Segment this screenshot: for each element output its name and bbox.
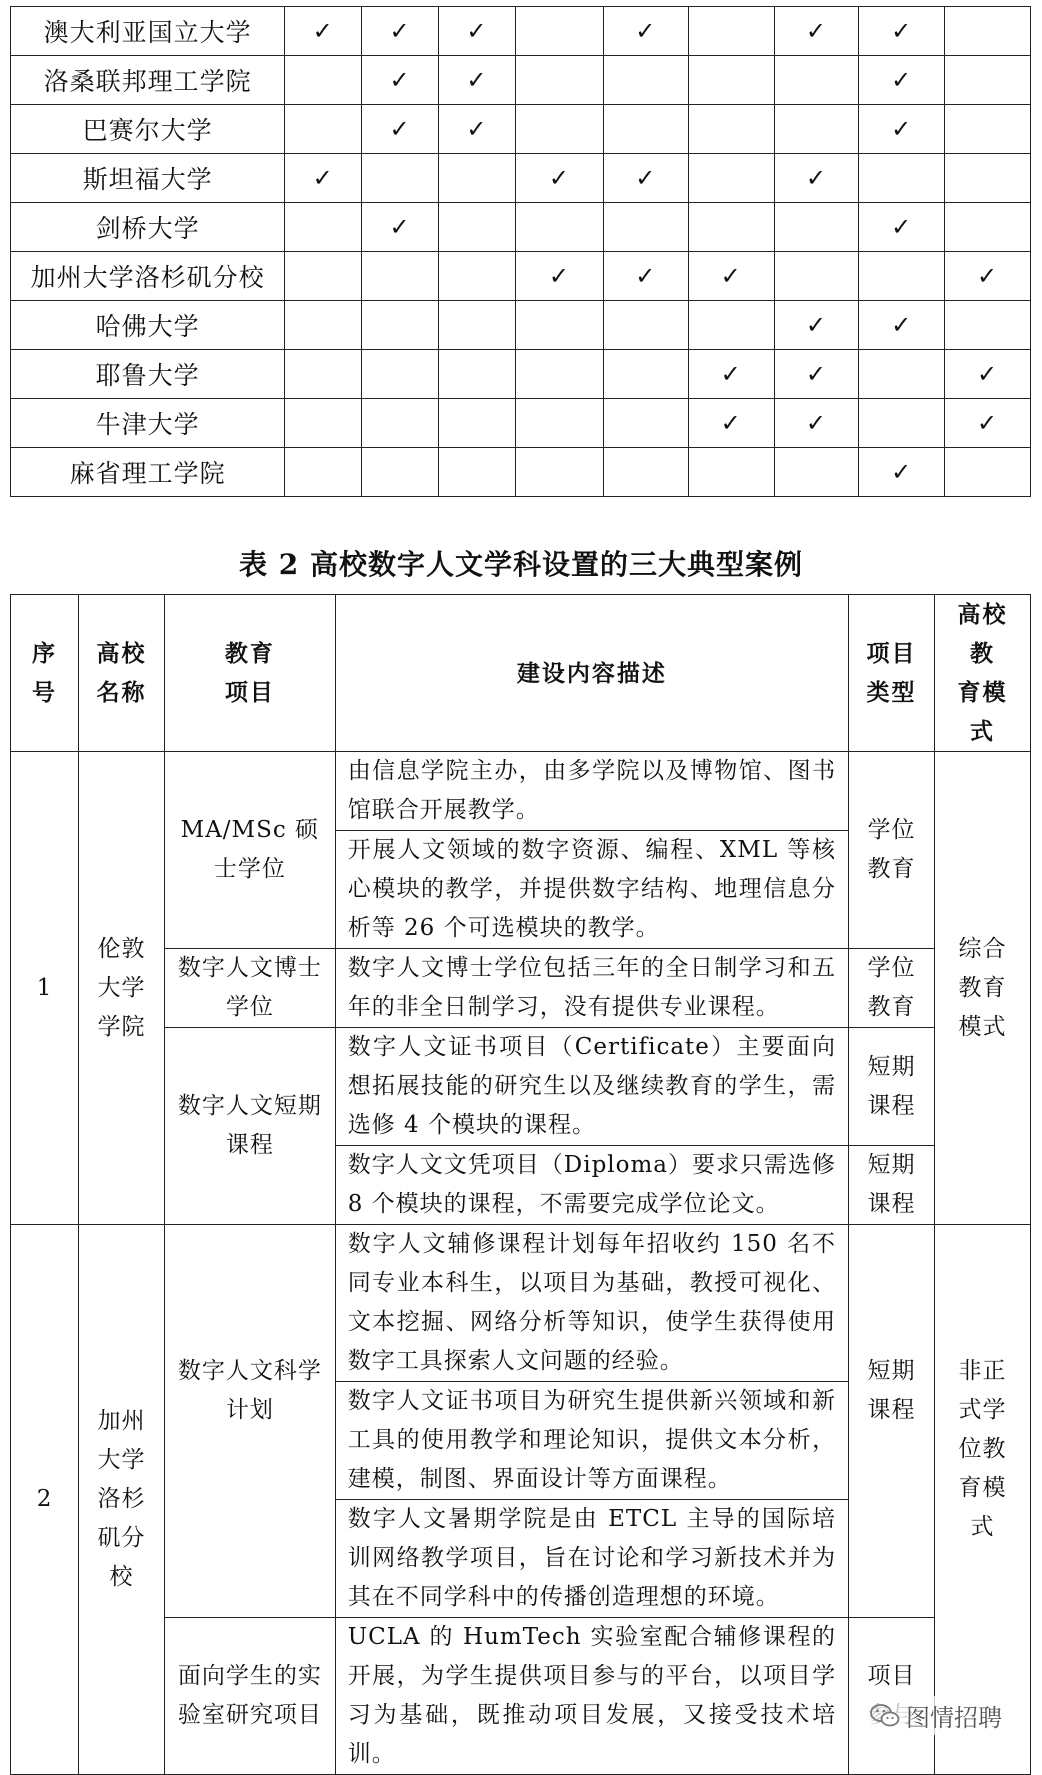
program-name-line: 学位 [225, 994, 274, 1020]
empty-cell [515, 301, 603, 350]
university-name: 麻省理工学院 [11, 448, 285, 497]
empty-cell [439, 252, 516, 301]
case1-desc-1: 由信息学院主办，由多学院以及博物馆、图书馆联合开展教学。 [335, 752, 848, 831]
table-row [11, 350, 1031, 399]
case1-desc-5: 数字人文文凭项目（Diploma）要求只需选修 8 个模块的课程，不需要完成学位论文。 [335, 1146, 848, 1225]
table-caption: 表 2 高校数字人文学科设置的三大典型案例 [239, 548, 803, 581]
case1-type-phd [849, 949, 935, 1028]
program-name-line: 数字人文博士 [177, 955, 322, 981]
check-mark-cell: ✓ [688, 252, 774, 301]
header-seq [11, 595, 79, 752]
table-row [11, 448, 1031, 497]
header-school [79, 595, 165, 752]
case2-desc-4: UCLA 的 HumTech 实验室配合辅修课程的开展，为学生提供项目参与的平台，以项目学习为基础，既推动项目发展，又接受技术培训。 [335, 1618, 848, 1775]
empty-cell [285, 301, 362, 350]
header-type-line: 类型 [866, 679, 917, 706]
university-name: 剑桥大学 [11, 203, 285, 252]
empty-cell [945, 154, 1031, 203]
empty-cell [439, 301, 516, 350]
case1-school-line: 大学 [97, 974, 146, 1001]
empty-cell [362, 252, 439, 301]
university-name: 哈佛大学 [11, 301, 285, 350]
empty-cell [604, 448, 689, 497]
mode-line: 式学 [958, 1397, 1007, 1423]
header-desc: 建设内容描述 [335, 595, 848, 752]
university-name: 洛桑联邦理工学院 [11, 56, 285, 105]
empty-cell [285, 448, 362, 497]
case2-program-science [164, 1225, 335, 1618]
empty-cell [285, 252, 362, 301]
check-mark-cell: ✓ [439, 56, 516, 105]
table-row [11, 1028, 1031, 1146]
empty-cell [859, 252, 945, 301]
case1-program-phd [164, 949, 335, 1028]
empty-cell [774, 448, 859, 497]
header-program-line: 教育 [224, 640, 275, 667]
empty-cell [439, 203, 516, 252]
program-name-line: 面向学生的实 [177, 1663, 322, 1689]
case2-school-line: 校 [109, 1564, 134, 1590]
check-mark-cell: ✓ [859, 301, 945, 350]
program-name-line: 计划 [225, 1397, 274, 1423]
header-type-line: 项目 [866, 640, 917, 667]
empty-cell [688, 301, 774, 350]
mode-line: 教育 [958, 974, 1007, 1001]
check-mark-cell: ✓ [439, 7, 516, 56]
empty-cell [774, 252, 859, 301]
empty-cell [604, 203, 689, 252]
university-name: 斯坦福大学 [11, 154, 285, 203]
watermark-text: 图情招聘 [906, 1704, 1002, 1732]
type-line: 学位 [867, 817, 916, 843]
empty-cell [945, 105, 1031, 154]
empty-cell [604, 301, 689, 350]
header-program-line: 项目 [224, 679, 275, 706]
empty-cell [688, 203, 774, 252]
case2-school-line: 加州 [97, 1408, 146, 1434]
university-name: 耶鲁大学 [11, 350, 285, 399]
university-name: 牛津大学 [11, 399, 285, 448]
empty-cell [439, 154, 516, 203]
case2-mode [934, 1225, 1030, 1775]
table-row [11, 203, 1031, 252]
case1-program-master [164, 752, 335, 949]
empty-cell [515, 203, 603, 252]
type-line: 课程 [867, 1397, 916, 1423]
empty-cell [604, 350, 689, 399]
empty-cell [945, 301, 1031, 350]
table-row [11, 399, 1031, 448]
table-row [11, 7, 1031, 56]
empty-cell [439, 399, 516, 448]
check-mark-cell: ✓ [859, 105, 945, 154]
check-mark-cell: ✓ [285, 154, 362, 203]
type-line: 教育 [867, 994, 916, 1020]
check-mark-cell: ✓ [774, 350, 859, 399]
empty-cell [515, 7, 603, 56]
empty-cell [774, 105, 859, 154]
empty-cell [859, 350, 945, 399]
check-mark-cell: ✓ [945, 350, 1031, 399]
program-name-line: 数字人文短期 [177, 1093, 322, 1119]
type-line: 课程 [867, 1092, 916, 1119]
empty-cell [439, 448, 516, 497]
university-name: 加州大学洛杉矶分校 [11, 252, 285, 301]
check-mark-cell: ✓ [859, 448, 945, 497]
table-row [11, 752, 1031, 831]
university-checklist-table [10, 6, 1031, 497]
case2-desc-1: 数字人文辅修课程计划每年招收约 150 名不同专业本科生，以项目为基础，教授可视化、文本挖掘、网络分析等知识，使学生获得使用数字工具探索人文问题的经验。 [335, 1225, 848, 1382]
check-mark-cell: ✓ [688, 350, 774, 399]
check-mark-cell: ✓ [774, 399, 859, 448]
empty-cell [362, 301, 439, 350]
empty-cell [285, 399, 362, 448]
table-row [11, 1225, 1031, 1382]
mode-line: 育模 [958, 1475, 1007, 1501]
mode-line: 模式 [958, 1013, 1007, 1040]
case2-seq: 2 [11, 1225, 79, 1775]
case2-program-lab [164, 1618, 335, 1775]
empty-cell [362, 350, 439, 399]
mode-line: 位教 [958, 1436, 1007, 1462]
case1-seq: 1 [11, 752, 79, 1225]
empty-cell [604, 105, 689, 154]
empty-cell [362, 154, 439, 203]
case1-type-certificate [849, 1028, 935, 1146]
type-line: 学位 [867, 955, 916, 981]
empty-cell [604, 56, 689, 105]
empty-cell [285, 105, 362, 154]
table-row [11, 949, 1031, 1028]
header-row [11, 595, 1031, 752]
check-mark-cell: ✓ [774, 7, 859, 56]
empty-cell [285, 350, 362, 399]
case1-school-line: 学院 [97, 1013, 146, 1040]
empty-cell [285, 203, 362, 252]
dh-cases-table [10, 594, 1031, 1775]
empty-cell [515, 105, 603, 154]
check-mark-cell: ✓ [688, 399, 774, 448]
case2-school [79, 1225, 165, 1775]
program-name-line: 课程 [225, 1132, 274, 1158]
table-row [11, 154, 1031, 203]
university-name: 澳大利亚国立大学 [11, 7, 285, 56]
watermark [866, 1696, 1006, 1735]
empty-cell [515, 56, 603, 105]
type-line: 短期 [867, 1053, 916, 1080]
empty-cell [774, 203, 859, 252]
case1-desc-3: 数字人文博士学位包括三年的全日制学习和五年的非全日制学习，没有提供专业课程。 [335, 949, 848, 1028]
header-mode-line: 高校 [957, 601, 1008, 628]
check-mark-cell: ✓ [774, 301, 859, 350]
empty-cell [439, 350, 516, 399]
check-mark-cell: ✓ [859, 56, 945, 105]
case1-desc-2: 开展人文领域的数字资源、编程、XML 等核心模块的教学，并提供数字结构、地理信息分析等 26 个可选模块的教学。 [335, 831, 848, 949]
header-seq-line: 序 [32, 640, 58, 667]
header-mode-line: 育模 [957, 679, 1008, 706]
case1-program-short [164, 1028, 335, 1225]
mode-line: 非正 [958, 1358, 1007, 1384]
empty-cell [859, 154, 945, 203]
case2-school-line: 大学 [97, 1447, 146, 1473]
case2-school-line: 矶分 [97, 1525, 146, 1551]
empty-cell [362, 448, 439, 497]
check-mark-cell: ✓ [515, 154, 603, 203]
case1-mode [934, 752, 1030, 1225]
check-mark-cell: ✓ [362, 56, 439, 105]
mode-line: 式 [970, 1514, 995, 1540]
check-mark-cell: ✓ [362, 105, 439, 154]
header-program [164, 595, 335, 752]
program-name-line: 数字人文科学 [177, 1358, 322, 1384]
table-row [11, 301, 1031, 350]
empty-cell [945, 7, 1031, 56]
check-mark-cell: ✓ [515, 252, 603, 301]
empty-cell [515, 350, 603, 399]
empty-cell [604, 399, 689, 448]
type-line: 短期 [867, 1152, 916, 1178]
empty-cell [362, 399, 439, 448]
empty-cell [945, 203, 1031, 252]
empty-cell [688, 7, 774, 56]
type-line: 项目 [867, 1663, 916, 1689]
empty-cell [945, 448, 1031, 497]
case2-desc-2: 数字人文证书项目为研究生提供新兴领域和新工具的使用教学和理论知识，提供文本分析，建模，制图、界面设计等方面课程。 [335, 1382, 848, 1500]
empty-cell [859, 399, 945, 448]
check-mark-cell: ✓ [859, 203, 945, 252]
header-type [849, 595, 935, 752]
program-name-line: 士学位 [213, 856, 286, 882]
check-mark-cell: ✓ [439, 105, 516, 154]
wechat-icon [870, 1703, 900, 1729]
check-mark-cell: ✓ [774, 154, 859, 203]
type-line: 课程 [867, 1191, 916, 1217]
mode-line: 综合 [958, 935, 1007, 962]
empty-cell [515, 399, 603, 448]
table-row [11, 105, 1031, 154]
header-school-line: 高校 [96, 640, 147, 667]
program-name-line: MA/MSc 硕 [180, 817, 320, 843]
table-row [11, 56, 1031, 105]
empty-cell [515, 448, 603, 497]
check-mark-cell: ✓ [945, 252, 1031, 301]
empty-cell [945, 56, 1031, 105]
empty-cell [688, 56, 774, 105]
case1-school [79, 752, 165, 1225]
type-line: 教育 [867, 856, 916, 882]
case2-school-line: 洛杉 [97, 1486, 146, 1512]
table-row [11, 252, 1031, 301]
empty-cell [285, 56, 362, 105]
case2-type-science [849, 1225, 935, 1618]
empty-cell [688, 105, 774, 154]
case1-school-line: 伦敦 [97, 935, 146, 962]
empty-cell [688, 154, 774, 203]
case1-type-master [849, 752, 935, 949]
empty-cell [774, 56, 859, 105]
case2-desc-3: 数字人文暑期学院是由 ETCL 主导的国际培训网络教学项目，旨在讨论和学习新技术并为其在不同学科中的传播创造理想的环境。 [335, 1500, 848, 1618]
check-mark-cell: ✓ [945, 399, 1031, 448]
header-seq-line: 号 [32, 679, 58, 706]
header-mode [934, 595, 1030, 752]
header-mode-line: 教 [969, 640, 995, 667]
check-mark-cell: ✓ [604, 252, 689, 301]
check-mark-cell: ✓ [362, 7, 439, 56]
check-mark-cell: ✓ [859, 7, 945, 56]
check-mark-cell: ✓ [362, 203, 439, 252]
type-line: 短期 [867, 1358, 916, 1384]
header-mode-line: 式 [969, 718, 995, 745]
check-mark-cell: ✓ [604, 154, 689, 203]
case1-type-diploma [849, 1146, 935, 1225]
check-mark-cell: ✓ [285, 7, 362, 56]
check-mark-cell: ✓ [604, 7, 689, 56]
program-name-line: 验室研究项目 [177, 1702, 322, 1728]
case1-desc-4: 数字人文证书项目（Certificate）主要面向想拓展技能的研究生以及继续教育的学生，需选修 4 个模块的课程。 [335, 1028, 848, 1146]
empty-cell [688, 448, 774, 497]
university-name: 巴赛尔大学 [11, 105, 285, 154]
header-school-line: 名称 [96, 679, 147, 706]
university-checklist-body [11, 7, 1031, 497]
